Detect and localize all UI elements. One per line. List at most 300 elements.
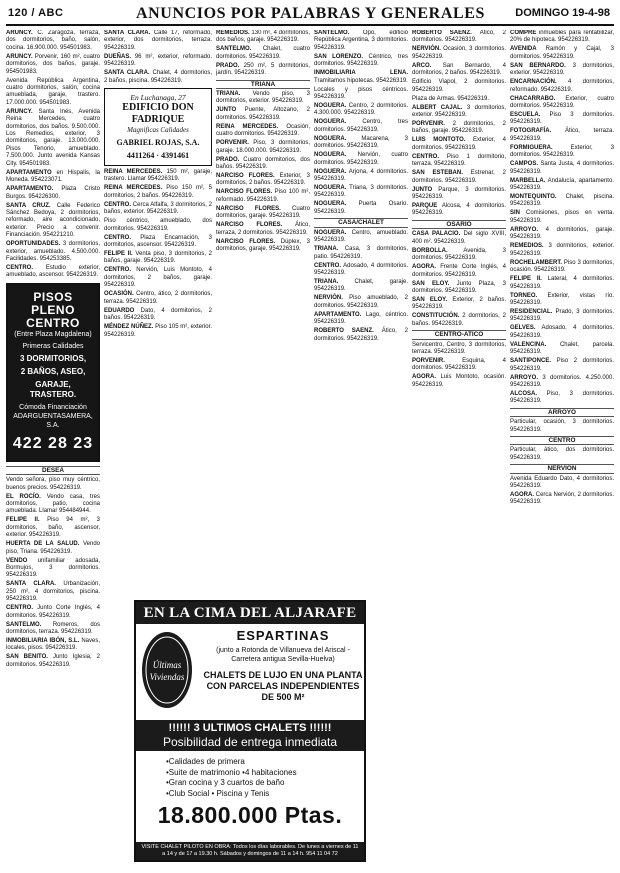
- listing-keyword: REMEDIOS.: [510, 243, 544, 250]
- listing-keyword: DUEÑAS.: [104, 53, 132, 60]
- classified-listing: [6, 605, 100, 620]
- listing-text: Piso 1 dormitorio, terraza. 954226319.: [412, 153, 506, 168]
- classified-listing: [314, 263, 408, 278]
- listings: [6, 477, 100, 669]
- listing-keyword: CONSTITUCIÓN.: [412, 313, 460, 320]
- listing-text: Comisiones, pisos en venta. 954226319.: [510, 210, 614, 224]
- classified-listing: [6, 654, 100, 669]
- classified-listing: [510, 46, 614, 61]
- listing-text: Piso céntrico, amueblado, dos dormitorios. 954226319.: [104, 218, 212, 232]
- classified-listing: [6, 558, 100, 580]
- ad-headline: EN LA CIMA DEL ALJARAFE: [136, 602, 364, 624]
- listing-text: Porvenir, 160 m², cuatro dormitorios, dos baños, garaje. 954501983.: [6, 53, 100, 75]
- listing-text: Urbanización, 250 m², 4 dormitorios, piscina. 954226319.: [6, 581, 100, 603]
- listing-keyword: NOGUERA.: [314, 135, 347, 142]
- listing-keyword: ARCO.: [412, 62, 432, 69]
- classified-listing: [216, 206, 310, 221]
- listing-keyword: SAN ESTEBAN.: [412, 170, 463, 177]
- listings: [510, 419, 614, 434]
- listing-text: Piso 3 dormitorios. 954226319.: [510, 112, 614, 126]
- ad-title: PISOS PLENO CENTRO: [26, 289, 80, 330]
- classified-listing: [510, 96, 614, 111]
- listing-text: Servicentro, Centro, 3 dormitorios, terraza. 954226319.: [412, 341, 506, 355]
- classified-listing: [314, 30, 408, 52]
- ad-line: 2 BAÑOS, ASEO,: [20, 366, 86, 376]
- classified-listing: [314, 103, 408, 118]
- classified-listing: [314, 185, 408, 200]
- classified-listing: [6, 622, 100, 637]
- listing-text: 3 dormitorios, exterior. 954226319.: [412, 104, 506, 119]
- listing-text: Junto Iglesia, 2 dormitorios. 954226319.: [6, 654, 100, 668]
- section-subhead: NERVION: [510, 464, 614, 473]
- listing-text: Plaza Cristo Burgos. 954226300.: [6, 186, 100, 200]
- ad-price: 18.800.000 Ptas.: [157, 802, 343, 828]
- listing-keyword: NOGUERA.: [314, 201, 347, 208]
- classified-listing: [412, 281, 506, 296]
- listing-text: 96 m², exterior, reformado. 954226319.: [104, 53, 212, 68]
- listing-text: 3 dormitorios. 4.250.000. 954226319.: [510, 374, 614, 388]
- listings: [216, 91, 310, 253]
- listing-text: Lateral, 4 dormitorios. 954226319.: [510, 276, 614, 290]
- listing-text: en Hispalis, la Moneda. 954223071.: [6, 169, 100, 184]
- classified-listing: [510, 391, 614, 406]
- listing-text: Venta piso, 3 dormitorios, 2 baños, garaje. 954226319.: [104, 251, 212, 265]
- classified-listing: [412, 203, 506, 218]
- ad-company: GABRIEL ROJAS, S.A.: [116, 138, 200, 148]
- listing-keyword: VALENCINA.: [510, 341, 547, 348]
- listing-text: Exterior, cuatro dormitorios. 954226319.: [510, 95, 614, 110]
- classified-listing: [510, 309, 614, 324]
- listing-keyword: APARTAMENTO: [6, 169, 52, 176]
- listing-text: Centro, 2 dormitorios. 4.300.000. 954226319.: [314, 103, 408, 117]
- column-5: [412, 30, 506, 868]
- listing-keyword: INMOBILIARIA IBÓN, S.L.: [6, 638, 80, 645]
- listing-text: Plaza Encarnación, 3 dormitorios, ascensor. 954226319.: [104, 234, 212, 249]
- classified-listing: [412, 358, 506, 373]
- classified-listing: [412, 137, 506, 152]
- column-6: [510, 30, 614, 868]
- classified-listing: [104, 235, 212, 250]
- ad-band-sub: Posibilidad de entrega inmediata: [162, 735, 338, 749]
- listing-text: Vendo señora, piso muy céntrico, buenos precios. 954226319.: [6, 477, 100, 491]
- listings: [412, 231, 506, 328]
- listings: [510, 30, 614, 406]
- classified-listing: [314, 295, 408, 310]
- listing-text: Chalet, piscina. 954226319.: [510, 194, 614, 208]
- listing-keyword: REINA MERCEDES.: [104, 185, 163, 192]
- section-title: ANUNCIOS POR PALABRAS Y GENERALES: [136, 5, 486, 22]
- listing-text: Casa, 3 dormitorios, patio. 954226319.: [314, 246, 408, 260]
- listing-text: Puente, Altozano, 2 dormitorios. 954226319.: [216, 107, 310, 121]
- listing-text: Santa Inés, Avenida Reina Mercedes, cuatro dormitorios, dos baños. 9.500.000. Los Remedios, exterior, 3 dormitorios, garaje. 13.000.000. Pisos Tenorio, amueblado. 7.500.000. Junto avenida Kansas City. 954501983.: [6, 108, 100, 167]
- listing-text: Plaza de Armas. 954226319.: [412, 95, 490, 102]
- listing-text: Vendo casa, tres dormitorios, patio, cocina amueblada. Llamar 954484944.: [6, 493, 100, 515]
- ad-line: Cómoda Financiación: [19, 403, 87, 411]
- listing-keyword: CASA PALACIO.: [412, 231, 461, 238]
- classified-listing: [314, 54, 408, 69]
- listing-text: Piso 100 m², reformado. 954226319.: [216, 189, 310, 203]
- classified-listing: [6, 54, 100, 76]
- listings: [216, 30, 310, 78]
- listing-keyword: AGORA.: [412, 264, 436, 271]
- classified-listing: [216, 140, 310, 155]
- listing-keyword: NOGUERA.: [314, 119, 347, 126]
- listings: [104, 30, 212, 85]
- listing-keyword: SAN BENITO.: [6, 654, 48, 661]
- ad-line: 3 DORMITORIOS,: [19, 353, 87, 363]
- listing-keyword: NARCISO FLORES.: [216, 173, 275, 180]
- ad-line: GARAJE, TRASTERO.: [29, 379, 77, 399]
- classified-listing: [216, 222, 310, 237]
- listing-keyword: APARTAMENTO.: [314, 311, 362, 318]
- classified-listing: [510, 112, 614, 127]
- ad-feature: •Gran cocina y 3 cuartos de baño: [166, 778, 285, 787]
- listing-keyword: JUNTO: [412, 186, 433, 193]
- listing-text: Centro, tres dormitorios. 954226319.: [314, 119, 408, 133]
- classified-listing: [6, 638, 100, 653]
- classified-listing: [412, 297, 506, 312]
- section-subhead: DESEA: [6, 466, 100, 475]
- listing-text: Cerca Nervión, 2 dormitorios. 954226319.: [510, 492, 614, 506]
- ad-subtitle: (Entre Plaza Magdalena): [14, 330, 92, 338]
- listing-keyword: PORVENIR.: [412, 121, 445, 128]
- listing-keyword: NOGUERA.: [314, 103, 347, 110]
- classified-listing: [314, 136, 408, 151]
- pisos-centro-ad: [6, 283, 100, 462]
- listing-keyword: FORMIGUERA.: [510, 144, 553, 151]
- listing-text: Junto Corte Inglés, 4 dormitorios. 954226319.: [6, 605, 100, 619]
- listing-text: Macarena, 3 dormitorios. 954226319.: [314, 135, 408, 150]
- listing-keyword: VENDO: [6, 557, 28, 564]
- ad-town: ESPARTINAS: [236, 628, 330, 643]
- listing-text: Prado, 3 dormitorios. 954226319.: [510, 308, 614, 323]
- classified-listing: [510, 30, 614, 45]
- page-number: 120 / ABC: [8, 7, 64, 19]
- listing-keyword: ARUNCY.: [6, 108, 33, 115]
- listing-text: Triana, 3 dormitorios. 954226319.: [314, 185, 408, 199]
- classified-listing: [510, 260, 614, 275]
- listing-keyword: INMOBILIARIA LENA.: [314, 70, 408, 77]
- listing-text: Tramitamos hipotecas. 954226319.: [314, 77, 408, 84]
- classified-listing: [412, 96, 506, 103]
- classified-listing: [216, 124, 310, 139]
- listing-keyword: SANTA CRUZ.: [6, 202, 51, 209]
- listing-keyword: NARCISO FLORES.: [216, 189, 273, 196]
- listing-keyword: OCASIÓN.: [104, 291, 134, 298]
- listing-text: Ático, 2 dormitorios. 954226319.: [314, 328, 408, 342]
- listing-text: Avenida República Argentina, cuatro dormitorios, salón, cocina amueblada, garaje, trastero. 17.000.000. 954501983.: [6, 77, 100, 106]
- listing-text: Adosado, 4 dormitorios. 954226319.: [314, 262, 408, 276]
- listing-keyword: FELIPE II.: [104, 251, 133, 258]
- listing-keyword: NOGUERA.: [314, 168, 347, 175]
- listing-text: C. Zaragoza, terraza, dos dormitorios, baño, salón, cocina. 16.900.000. 954501983.: [6, 30, 100, 51]
- classified-listing: [510, 476, 614, 491]
- classified-listing: [216, 189, 310, 204]
- listing-keyword: MÉNDEZ NÚÑEZ.: [104, 324, 154, 331]
- listing-text: 4 dormitorios, garaje. 954226319.: [510, 226, 614, 241]
- classified-listing: [412, 30, 506, 45]
- page-date: DOMINGO 19-4-98: [515, 7, 610, 19]
- classified-listing: [412, 79, 506, 94]
- listing-keyword: AVENIDA: [510, 46, 537, 53]
- ad-address: En Luchanaga, 27: [130, 93, 186, 103]
- listing-keyword: ARUNCY.: [6, 30, 33, 36]
- classified-listing: [412, 248, 506, 263]
- listing-text: Ático, terraza, 2 dormitorios. 954226319.: [216, 222, 310, 236]
- classified-listing: [6, 170, 100, 185]
- listing-keyword: ARUNCY.: [6, 53, 33, 60]
- classified-listing: [314, 87, 408, 102]
- listing-text: Vendo piso, 3 dormitorios, exterior. 954226319.: [216, 91, 310, 105]
- espartinas-display-ad: [134, 600, 366, 862]
- listing-text: Dato, 4 dormitorios, 2 baños. 954226319.: [104, 307, 212, 322]
- classified-listing: [216, 239, 310, 254]
- classified-listing: [216, 173, 310, 188]
- listing-text: Adosado, 4 dormitorios. 954226319.: [510, 325, 614, 339]
- listings: [314, 30, 408, 216]
- listing-text: Alcosa, 4 dormitorios. 954226319.: [412, 203, 506, 217]
- classified-listing: [412, 187, 506, 202]
- classified-listing: [510, 276, 614, 291]
- listing-keyword: NOGUERA.: [314, 229, 347, 236]
- classified-listing: [510, 243, 614, 258]
- classified-listing: [510, 342, 614, 357]
- classified-listing: [104, 54, 212, 69]
- listing-keyword: ALBERT CAJAL.: [412, 104, 463, 111]
- classified-listing: [104, 202, 212, 217]
- listing-keyword: SANTA CLARA.: [6, 581, 56, 588]
- classified-listing: [6, 541, 100, 556]
- ad-top: [136, 624, 364, 718]
- listing-keyword: FELIPE II.: [510, 276, 542, 283]
- listing-keyword: NOGUERA.: [314, 152, 347, 159]
- listing-keyword: SAN BERNARDO.: [510, 62, 566, 69]
- listing-text: Cuatro dormitorios, dos baños. 954226319.: [216, 156, 310, 171]
- listing-keyword: CENTRO.: [412, 153, 439, 160]
- classified-listing: [104, 30, 212, 52]
- ad-company: ADARGUENTASAMERA, S.A.: [13, 412, 93, 429]
- listing-keyword: ARROYO.: [510, 226, 539, 233]
- listing-text: Calle Federico Sánchez Bedoya, 2 dormitorios, reformado, aire acondicionado, exterior. Precio a convenir. Financiación. 954221210.: [6, 202, 100, 239]
- classified-listing: [6, 203, 100, 240]
- ad-features: [136, 753, 364, 799]
- ad-line: Primeras Calidades: [22, 342, 84, 350]
- listing-keyword: JUNTO: [216, 107, 237, 114]
- listings: [412, 30, 506, 218]
- listings: [510, 476, 614, 507]
- listing-text: Piso 150 m², 5 dormitorios, 2 baños. 954226319.: [104, 185, 212, 199]
- ad-product: CHALETS DE LUJO EN UNA PLANTA CON PARCELAS INDEPENDIENTES DE 500 M²: [203, 670, 363, 702]
- listing-text: Exterior, vistas río. 954226319.: [510, 292, 614, 306]
- page-header: [6, 4, 614, 26]
- listing-keyword: ROCHELAMBERT.: [510, 259, 562, 266]
- listing-text: Nervión, cuatro dormitorios. 954226319.: [314, 152, 408, 166]
- listing-keyword: SAN ELOY.: [412, 280, 450, 287]
- listing-keyword: SANTA CLARA.: [104, 30, 151, 36]
- listing-keyword: HUERTA DE LA SALUD.: [6, 541, 80, 548]
- listing-text: Exterior, 3 dormitorios, 2 baños. 954226319.: [216, 173, 310, 187]
- listing-keyword: AGORA.: [412, 374, 436, 381]
- classified-listing: [412, 313, 506, 328]
- classified-listing: [510, 194, 614, 209]
- classified-listing: [104, 251, 212, 266]
- listing-text: 150 m², garaje, trastero. Llamar 954226319.: [104, 169, 212, 183]
- classified-listing: [104, 308, 212, 323]
- column-4: [314, 30, 408, 596]
- listing-keyword: ALCOSA.: [510, 390, 537, 397]
- classified-listing: [412, 342, 506, 357]
- classified-listing: [104, 324, 212, 339]
- ad-band: [136, 720, 364, 751]
- listing-keyword: NERVIÓN.: [314, 295, 343, 302]
- listing-text: Piso 3 dormitorios, ocasión. 954226319.: [510, 259, 614, 274]
- classified-listing: [6, 109, 100, 168]
- listing-text: Cerca Alfalfa, 3 dormitorios, 2 baños, exterior. 954226319.: [104, 201, 212, 216]
- classified-listing: [314, 119, 408, 134]
- listing-text: Andalucía, apartamento. 954226319.: [510, 177, 614, 192]
- listing-text: Chalet, parcela. 954226319.: [510, 341, 614, 356]
- classified-listing: [6, 186, 100, 201]
- listing-text: Calle 17, reformado, exterior, dos dormitorios, terraza. 954226319.: [104, 30, 212, 51]
- classified-listing: [104, 70, 212, 85]
- listing-keyword: REINA MERCEDES.: [104, 169, 163, 176]
- listing-text: inmuebles para rentabilizar, 20% de hipoteca. 954226319.: [510, 30, 614, 44]
- classified-listing: [6, 581, 100, 603]
- classified-listing: [510, 178, 614, 193]
- classified-listing: [104, 185, 212, 200]
- listing-text: Esquina, 4 dormitorios. 954226319.: [412, 357, 506, 372]
- classified-listing: [104, 291, 212, 306]
- listing-keyword: RESIDENCIAL.: [510, 308, 553, 315]
- classified-listing: [216, 157, 310, 172]
- listing-keyword: SANTA CLARA.: [104, 70, 150, 77]
- section-subhead: TRIANA: [216, 80, 310, 89]
- listing-keyword: ESCUELA.: [510, 112, 541, 119]
- ad-band-title: !!!!!! 3 ULTIMOS CHALETS !!!!!!: [168, 722, 332, 734]
- listing-keyword: NOGUERA.: [314, 185, 347, 192]
- listing-keyword: MONTEQUINTO.: [510, 194, 557, 201]
- listing-text: Dúplex, 3 dormitorios, garaje. 954226319.: [216, 238, 310, 253]
- listing-text: 4 dormitorios, reformado. 954226319.: [510, 79, 614, 93]
- listing-text: unifamiliar adosada, Bormujos, 3 dormitorios. 954226319.: [6, 557, 100, 579]
- listing-keyword: CENTRO.: [6, 605, 33, 612]
- classified-listing: [510, 63, 614, 78]
- classified-listing: [314, 246, 408, 261]
- listing-text: 2 dormitorios, 2 baños. 954226319.: [412, 313, 506, 327]
- classified-listing: [412, 63, 506, 78]
- listing-text: Ramón y Cajal, 3 dormitorios. 954226319.: [510, 46, 614, 60]
- listing-keyword: BORBOLLA.: [412, 247, 448, 254]
- listing-text: Naves, locales, pisos. 954226319.: [6, 638, 100, 652]
- classified-listing: [104, 169, 212, 184]
- listing-keyword: NERVIÓN.: [412, 46, 441, 53]
- listing-text: Piso, 3 dormitorios. 954226319.: [510, 390, 614, 405]
- classified-listing: [216, 91, 310, 106]
- classified-listing: [314, 201, 408, 216]
- classified-listing: [510, 419, 614, 434]
- listing-keyword: NARCISO FLORES.: [216, 205, 281, 212]
- listing-text: 3 dormitorios, exterior. 954226319.: [510, 62, 614, 77]
- listing-text: Centro, amueblado. 954226319.: [314, 229, 408, 244]
- listing-text: Centro, ático, 2 dormitorios, terraza. 954226319.: [104, 291, 212, 305]
- listing-text: Santa Justa, 4 dormitorios. 954226319.: [510, 161, 614, 175]
- column-2: [104, 30, 212, 596]
- listing-text: Exterior, 2 baños. 954226319.: [412, 296, 506, 311]
- listings: [104, 169, 212, 339]
- listing-keyword: SANTELMO.: [314, 30, 350, 36]
- listing-text: Opo, edificio República Argentina, 3 dormitorios. 954226319.: [314, 30, 408, 51]
- listing-text: Chalet, garaje. 954226319.: [314, 278, 408, 293]
- listing-keyword: REMEDIOS.: [216, 30, 250, 36]
- listing-keyword: SIN: [510, 210, 521, 217]
- classified-listing: [510, 325, 614, 340]
- classified-listing: [510, 79, 614, 94]
- listing-text: Piso 94 m², 3 dormitorios, baño, ascensor, exterior. 954226319.: [6, 517, 100, 539]
- classified-listing: [412, 231, 506, 246]
- listing-text: Chalet, cuatro dormitorios. 954226319.: [216, 46, 310, 60]
- classified-listing: [314, 279, 408, 294]
- section-subhead: ARROYO: [510, 408, 614, 417]
- listing-text: 3 dormitorios, exterior, amueblado. 4.500.000. Facilidades. 954253385.: [6, 241, 100, 262]
- listing-text: Frente Corte Inglés, 4 dormitorios. 954226319.: [412, 264, 506, 278]
- classified-listing: [6, 517, 100, 539]
- classified-listing: [510, 227, 614, 242]
- listing-text: Particular, ocasión, 3 dormitorios. 954226319.: [510, 419, 614, 433]
- listing-text: Céntrico, tres dormitorios. 954226319.: [314, 53, 408, 68]
- classified-listing: [314, 152, 408, 167]
- listing-keyword: CENTRO.: [6, 264, 33, 271]
- listing-text: San Bernardo, 4 dormitorios, 2 baños. 954226319.: [412, 62, 506, 77]
- listing-keyword: PRADO.: [216, 156, 240, 163]
- classified-listing: [510, 128, 614, 143]
- classified-listing: [510, 358, 614, 373]
- classified-listing: [216, 46, 310, 61]
- listing-text: Luis Montoto, ocasión. 954226319.: [412, 374, 506, 388]
- listing-text: Ocasión, 3 dormitorios. 954226319.: [412, 46, 506, 60]
- svg-text:Viviendas: Viviendas: [149, 672, 185, 682]
- classified-listing: [412, 154, 506, 169]
- listing-keyword: ENCARNACIÓN.: [510, 79, 557, 86]
- listing-text: Piso 105 m², exterior. 954226319.: [104, 324, 212, 338]
- classified-listing: [412, 121, 506, 136]
- ad-footer: VISITE CHALET PILOTO EN OBRA: Todos los días laborables. De lunes a viernes de 11 a 14 y de 17 a 19.30 h. Sábados y domingos de 11 a 14 h. 954 11 04 72: [136, 842, 364, 860]
- classified-listing: [6, 265, 100, 280]
- ad-feature: •Calidades de primera: [166, 757, 245, 766]
- classified-listing: [314, 70, 408, 85]
- classified-listing: [216, 107, 310, 122]
- listing-keyword: ROBERTO SAENZ.: [412, 30, 472, 36]
- listing-keyword: TRIANA.: [314, 278, 339, 285]
- listing-text: Avenida, 3 dormitorios. 954226319.: [412, 247, 506, 262]
- listing-keyword: PARQUE: [412, 203, 438, 210]
- listing-keyword: SANTIPONCE.: [510, 358, 552, 365]
- listing-keyword: SANTELMO.: [6, 621, 42, 628]
- listing-text: Piso, 3 dormitorios, garaje. 18.000.000. 954226319.: [216, 140, 310, 154]
- listing-keyword: APARTAMENTO.: [6, 186, 54, 193]
- listing-keyword: GELVES.: [510, 325, 536, 332]
- listing-text: Estudio exterior, amueblado, ascensor. 954226319.: [6, 264, 100, 279]
- listing-keyword: TORNEO.: [510, 292, 538, 299]
- classified-listing: [104, 267, 212, 289]
- listing-keyword: NARCISO FLORES.: [216, 238, 276, 245]
- listing-keyword: CENTRO.: [314, 262, 341, 269]
- listing-text: Del siglo XVIII, 400 m². 954226319.: [412, 231, 506, 245]
- listing-text: Lago, céntrico. 954226319.: [314, 311, 408, 326]
- section-subhead: CENTRO-ATICO: [412, 330, 506, 339]
- listing-text: Cuatro dormitorios, garaje. 954226319.: [216, 205, 310, 220]
- listing-text: Ático, 2 dormitorios. 954226319.: [412, 30, 506, 44]
- section-subhead: CENTRO: [510, 436, 614, 445]
